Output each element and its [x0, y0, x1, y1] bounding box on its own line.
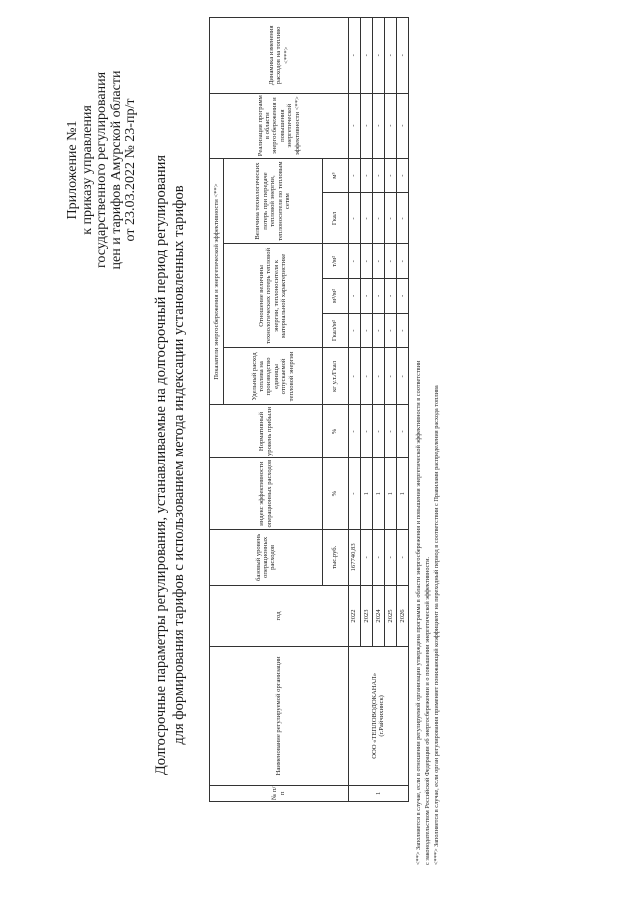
- data-cell: -: [348, 193, 360, 244]
- year-cell: 2023: [360, 585, 372, 646]
- data-cell: -: [372, 93, 384, 158]
- data-cell: -: [348, 405, 360, 458]
- data-cell: -: [384, 158, 396, 193]
- org-city: (г.Райчихинск): [378, 695, 386, 737]
- data-cell: -: [372, 313, 384, 348]
- data-cell: -: [360, 158, 372, 193]
- org-name-cell: [348, 647, 408, 786]
- year-cell: 2024: [372, 585, 384, 646]
- footnote-line: <**> Заполняется в случае, если в отношении регулируемой организации утверждена программа в области энергосбережения и повышения энергетической эффективности в соответствии: [415, 360, 422, 865]
- header-org-name: Наименование регулируемой организации: [210, 647, 349, 786]
- header-efficiency-index: индекс эффективности операционных расходов: [210, 458, 323, 529]
- document-title: [152, 65, 188, 865]
- data-cell: -: [372, 348, 384, 405]
- appendix-line: государственного регулирования: [94, 71, 109, 269]
- data-cell: -: [396, 93, 408, 158]
- unit-base-level: тыс.руб.: [322, 529, 348, 585]
- unit-loss-ratio-m3: м³/м²: [322, 279, 348, 314]
- data-cell: -: [360, 18, 372, 94]
- header-loss-ratio: Отношение величины технологических потерь тепловой энергии, теплоносителя к материальной характеристике: [224, 244, 322, 348]
- org-name: ООО «ТЕПЛОВОДОКАНАЛ»: [370, 672, 378, 759]
- data-cell: -: [348, 244, 360, 279]
- data-cell: -: [372, 193, 384, 244]
- footnote-line: <***> Заполняется в случае, если орган регулирования применяет понижающий коэффициент на переходный период в соответствии с Правилами распределения расхода топлива: [433, 385, 441, 865]
- data-cell: -: [348, 93, 360, 158]
- data-cell: -: [348, 158, 360, 193]
- data-cell: -: [372, 279, 384, 314]
- data-cell: -: [360, 279, 372, 314]
- data-cell: -: [348, 313, 360, 348]
- data-cell: -: [396, 193, 408, 244]
- unit-loss-ratio-gcal: Гкал/м²: [322, 313, 348, 348]
- data-cell: -: [360, 313, 372, 348]
- data-cell: -: [360, 348, 372, 405]
- header-fuel-rate: Удельный расход топлива на производство единицы отпускаемой тепловой энергии: [224, 348, 322, 405]
- data-cell: -: [348, 279, 360, 314]
- header-profit-norm: Нормативный уровень прибыли: [210, 405, 323, 458]
- data-cell: -: [360, 529, 372, 585]
- footnote-line: с законодательством Российской Федерации об энергосбережении и о повышении энергетической эффективности.: [424, 556, 432, 865]
- data-cell: 1: [396, 458, 408, 529]
- unit-loss-ratio-t: т/м²: [322, 244, 348, 279]
- unit-fuel-rate: кг у.т./Гкал: [322, 348, 348, 405]
- data-cell: -: [396, 244, 408, 279]
- appendix-line: цен и тарифов Амурской области: [108, 70, 124, 270]
- data-cell: -: [360, 244, 372, 279]
- data-cell: -: [396, 405, 408, 458]
- year-cell: 2022: [348, 585, 360, 646]
- data-cell: 167740,83: [348, 529, 360, 585]
- data-cell: -: [384, 93, 396, 158]
- data-cell: -: [396, 313, 408, 348]
- table-row: [348, 18, 360, 802]
- appendix-line: к приказу управления: [79, 105, 95, 235]
- unit-profit-norm: %: [322, 405, 348, 458]
- org-number: 1: [348, 785, 408, 801]
- data-cell: -: [396, 158, 408, 193]
- year-cell: 2026: [396, 585, 408, 646]
- unit-efficiency-index: %: [322, 458, 348, 529]
- data-cell: -: [396, 348, 408, 405]
- header-energy-group: Показатели энергосбережения и энергетической эффективности <**>: [210, 158, 224, 405]
- data-cell: -: [396, 18, 408, 94]
- data-cell: 1: [384, 458, 396, 529]
- data-cell: -: [372, 244, 384, 279]
- header-num: № п/п: [210, 785, 349, 801]
- header-loss-value: Величина технологических потерь при передаче тепловой энергии, теплоносителя по тепловым сетям: [224, 158, 322, 244]
- data-cell: 1: [360, 458, 372, 529]
- parameters-table: [209, 17, 409, 802]
- footnotes: [414, 15, 442, 865]
- data-cell: -: [360, 193, 372, 244]
- data-cell: -: [396, 529, 408, 585]
- data-cell: -: [372, 158, 384, 193]
- appendix-line: Приложение №1: [65, 120, 80, 220]
- data-cell: -: [360, 93, 372, 158]
- data-cell: -: [384, 529, 396, 585]
- data-cell: -: [384, 405, 396, 458]
- data-cell: -: [384, 313, 396, 348]
- data-cell: -: [384, 18, 396, 94]
- data-cell: -: [348, 458, 360, 529]
- header-fuel-dynamics: Динамика изменения расходов на топливо <***>: [210, 18, 349, 94]
- data-cell: -: [384, 279, 396, 314]
- data-cell: -: [384, 193, 396, 244]
- data-cell: -: [372, 405, 384, 458]
- data-cell: -: [360, 405, 372, 458]
- data-cell: -: [396, 279, 408, 314]
- data-cell: -: [348, 18, 360, 94]
- unit-loss-value-m3: м³: [322, 158, 348, 193]
- unit-loss-value-gcal: Гкал: [322, 193, 348, 244]
- title-line: Долгосрочные параметры регулирования, устанавливаемые на долгосрочный период регулирования: [153, 154, 169, 776]
- data-cell: -: [384, 348, 396, 405]
- title-line: для формирования тарифов с использованием метода индексации установленных тарифов: [171, 185, 187, 745]
- data-cell: 1: [372, 458, 384, 529]
- header-base-level: базовый уровень операционных расходов: [210, 529, 323, 585]
- appendix-line: от 23.03.2022 № 23-пр/т: [123, 98, 138, 242]
- data-cell: -: [372, 18, 384, 94]
- data-cell: -: [372, 529, 384, 585]
- header-program: Реализация программ в области энергосбережения и повышения энергетической эффективности <**>: [210, 93, 349, 158]
- year-cell: 2025: [384, 585, 396, 646]
- appendix-header: [66, 20, 139, 320]
- data-cell: -: [384, 244, 396, 279]
- data-cell: -: [348, 348, 360, 405]
- header-year: год: [210, 585, 349, 646]
